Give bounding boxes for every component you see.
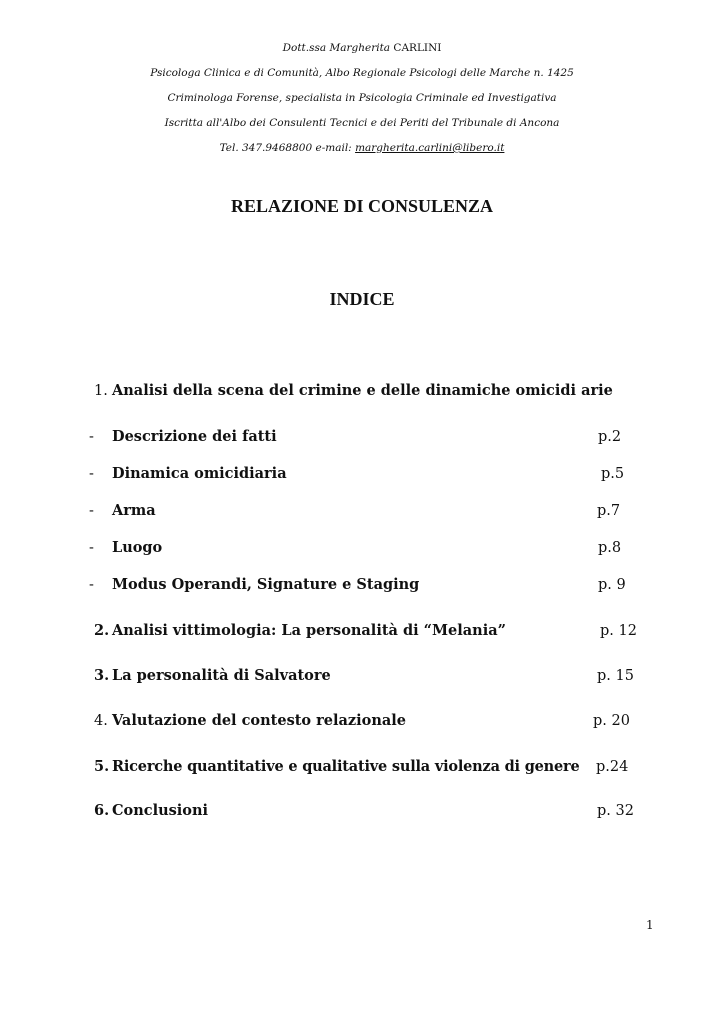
toc-item-label: Conclusioni <box>112 802 209 819</box>
toc-bullet: - <box>89 466 94 482</box>
author-name: Dott.ssa Margherita <box>282 42 391 54</box>
toc-page-ref: p. 12 <box>600 623 637 639</box>
toc-item-2 <box>0 620 724 642</box>
toc-subitem-dinamica <box>0 463 724 485</box>
toc-item-number: 5. <box>94 758 110 775</box>
toc-page-ref: p. 20 <box>593 713 630 729</box>
toc-page-ref: p.2 <box>598 429 622 445</box>
toc-bullet: - <box>89 503 94 519</box>
toc-subitem-label: Descrizione dei fatti <box>112 428 277 445</box>
toc-bullet: - <box>89 429 94 445</box>
toc-item-1 <box>0 380 724 402</box>
toc-item-label: Analisi della scena del crimine e delle dinamiche omicidi arie <box>112 382 613 399</box>
toc-item-label: Analisi vittimologia: La personalità di “Melania” <box>112 622 506 639</box>
email-link[interactable]: margherita.carlini@libero.it <box>355 142 505 154</box>
letterhead <box>0 40 724 165</box>
toc-subitem-arma <box>0 500 724 522</box>
qualification-line: Psicologa Clinica e di Comunità, Albo Regionale Psicologi delle Marche n. 1425 <box>150 67 574 79</box>
toc-page-ref: p. 32 <box>597 803 634 819</box>
toc-subitem-descrizione <box>0 426 724 448</box>
toc-item-number: 6. <box>94 802 110 819</box>
registration-line: Iscritta all'Albo dei Consulenti Tecnici e dei Periti del Tribunale di Ancona <box>164 117 560 129</box>
toc-page-ref: p.8 <box>598 540 622 556</box>
toc-page-ref: p.24 <box>596 759 629 775</box>
author-line <box>0 40 724 65</box>
specialization-line: Criminologa Forense, specialista in Psicologia Criminale ed Investigativa <box>167 92 557 104</box>
contact-line <box>0 140 724 165</box>
toc-item-4 <box>0 710 724 732</box>
toc-bullet: - <box>89 577 94 593</box>
toc-item-number: 4. <box>94 713 108 729</box>
toc-page-ref: p. 9 <box>598 577 626 593</box>
toc-subitem-label: Luogo <box>112 539 163 556</box>
toc-item-5 <box>0 756 724 778</box>
toc-item-number: 2. <box>94 622 110 639</box>
toc-item-6 <box>0 800 724 822</box>
toc-item-3 <box>0 665 724 687</box>
toc-bullet: - <box>89 540 94 556</box>
toc-item-label: Valutazione del contesto relazionale <box>112 712 407 729</box>
document-title: RELAZIONE DI CONSULENZA <box>230 196 494 216</box>
toc-subitem-luogo <box>0 537 724 559</box>
author-surname: CARLINI <box>393 42 442 54</box>
contact-phone: Tel. 347.9468800 e-mail: <box>219 142 352 154</box>
toc-page-ref: p.5 <box>601 466 625 482</box>
toc-subitem-label: Arma <box>112 502 156 519</box>
toc-subitem-modus <box>0 574 724 596</box>
toc-page-ref: p. 15 <box>597 668 634 684</box>
toc-item-label: Ricerche quantitative e qualitative sulla violenza di genere <box>112 758 580 775</box>
index-heading: INDICE <box>329 289 395 309</box>
toc-subitem-label: Modus Operandi, Signature e Staging <box>112 576 420 593</box>
toc-item-number: 3. <box>94 667 110 684</box>
toc-item-label: La personalità di Salvatore <box>112 667 331 684</box>
toc-subitem-label: Dinamica omicidiaria <box>112 465 287 482</box>
toc-page-ref: p.7 <box>597 503 621 519</box>
toc-item-number: 1. <box>94 383 108 399</box>
page-number: 1 <box>646 918 654 932</box>
